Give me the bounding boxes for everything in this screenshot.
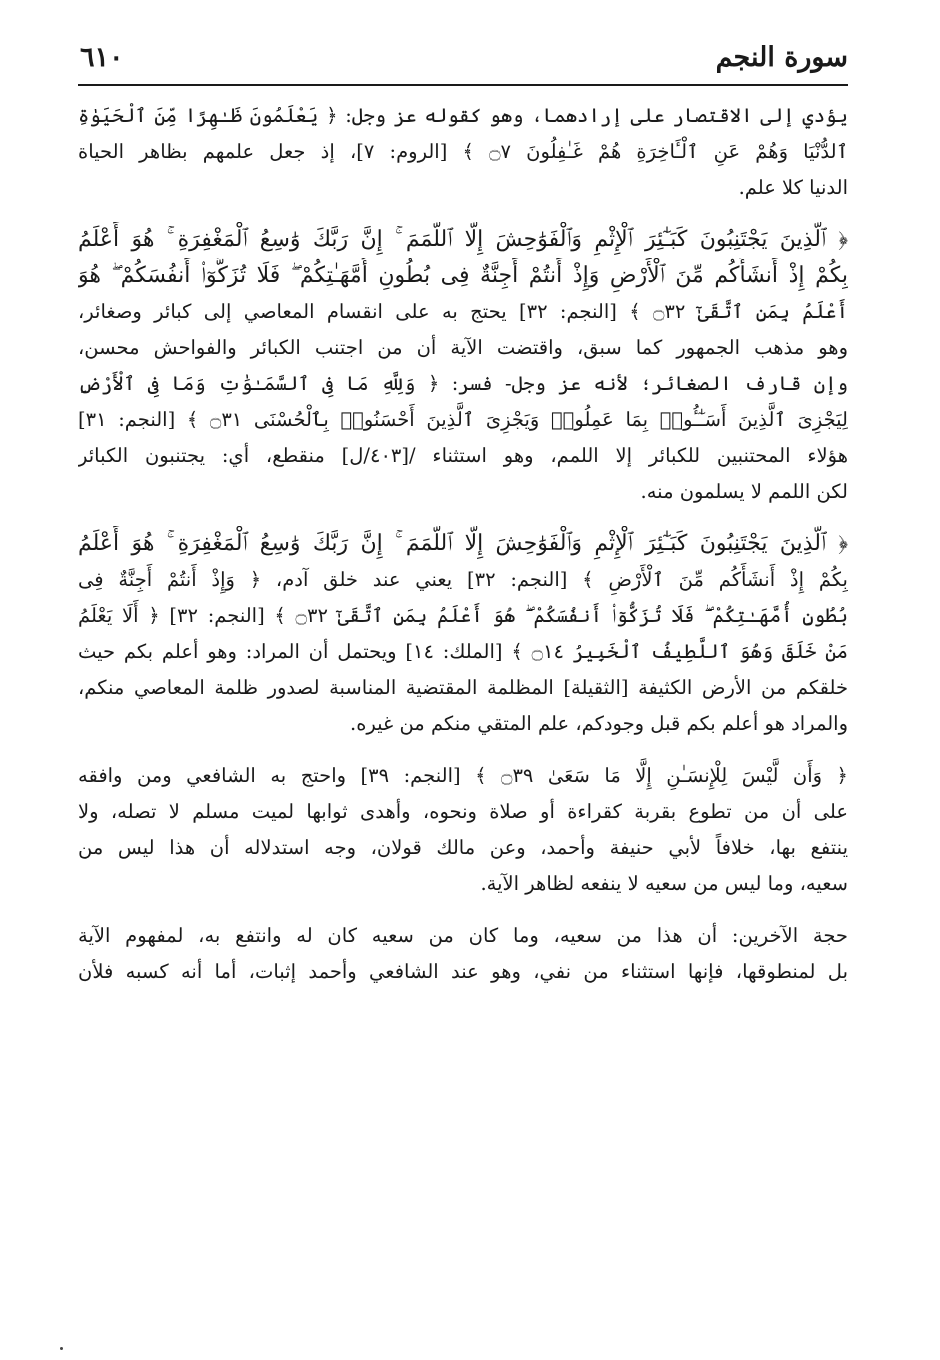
text-line: لِيَجْزِىَ ٱلَّذِينَ أَسَـٰٓـُٔوا۟ بِمَا عَمِلُوا۟ وَيَجْزِىَ ٱلَّذِينَ أَحْسَنُوا۟ بِٱلْحُسْنَى ۝٣١ ﴾ [النجم: ٣١]: [78, 408, 848, 431]
paragraph-1: [78, 98, 848, 206]
text-line: ٱلدُّنْيَا وَهُمْ عَنِ ٱلْـَٔاخِرَةِ هُمْ غَـٰفِلُونَ ۝٧ ﴾ [الروم: ٧]، إذ جعل علمهم بظاهر الحياة: [78, 140, 848, 163]
text-line: أَعْلَمُ بِمَنِ ٱتَّقَىٰٓ ۝٣٢ ﴾ [النجم: ٣٢] يحتج به على انقسام المعاصي إلى كبائر وصغائر،: [78, 300, 848, 323]
text-line: لكن اللمم لا يسلمون منه.: [640, 480, 848, 503]
text-line: ﴿ وَأَن لَّيْسَ لِلْإِنسَـٰنِ إِلَّا مَا سَعَىٰ ۝٣٩ ﴾ [النجم: ٣٩] واحتج به الشافعي ومن وافقه: [78, 764, 848, 787]
text-line: الدنيا كلا علم.: [738, 176, 848, 199]
text-line: خلقكم من الأرض الكثيفة [الثقيلة] المظلمة المقتضية المناسبة لصدور ظلمة المعاصي منكم،: [78, 676, 848, 699]
surah-title: سورة النجم: [715, 42, 848, 73]
text-line: ﴿ ٱلَّذِينَ يَجْتَنِبُونَ كَبَـٰٓئِرَ ٱلْإِثْمِ وَٱلْفَوَٰحِشَ إِلَّا ٱللَّمَمَ ۚ إِنَّ رَبَّكَ وَٰسِعُ ٱلْمَغْفِرَةِ ۚ هُوَ أَعْلَمُ: [78, 227, 848, 252]
page-header: [78, 28, 848, 86]
text-line: وإن قارف الصغائر؛ لأنه عز وجل- فسر: ﴿ وَلِلَّهِ مَا فِى ٱلسَّمَـٰوَٰتِ وَمَا فِى ٱلْأَرْضِ: [78, 372, 848, 395]
page-body: [78, 98, 848, 990]
text-line: وهو مذهب الجمهور كما سبق، واقتضت الآية أن من اجتنب الكبائر والفواحش محسن،: [78, 336, 848, 359]
text-line: بل لمنطوقها، فإنها استثناء من نفي، وهو عند الشافعي وأحمد إثبات، أما أنه كسبه فلأن: [78, 960, 848, 983]
text-line: بُطُونِ أُمَّهَـٰتِكُمْ ۖ فَلَا تُزَكُّوٓا۟ أَنفُسَكُمْ ۖ هُوَ أَعْلَمُ بِمَنِ ٱتَّقَىٰٓ ۝٣٢ ﴾ [النجم: ٣٢] ﴿ أَلَا يَعْلَمُ: [78, 604, 848, 627]
text-line: يؤدي إلى الاقتصار على إرادهما، وهو كقوله عز وجل: ﴿ يَعْلَمُونَ ظَـٰهِرًا مِّنَ ٱلْحَيَوٰةِ: [78, 104, 848, 127]
paragraph-3: [78, 526, 848, 742]
text-line: والمراد هو أعلم بكم قبل وجودكم، علم المتقي منكم من غيره.: [350, 712, 848, 735]
text-line: مَنْ خَلَقَ وَهُوَ ٱللَّطِيفُ ٱلْخَبِيرُ ۝١٤ ﴾ [الملك: ١٤] ويحتمل أن المراد: وهو أعلم بكم حيث: [78, 640, 848, 663]
text-line: بِكُمْ إِذْ أَنشَأَكُم مِّنَ ٱلْأَرْضِ وَإِذْ أَنتُمْ أَجِنَّةٌ فِى بُطُونِ أُمَّهَـٰتِكُمْ ۖ فَلَا تُزَكُّوٓا۟ أَنفُسَكُمْ ۖ هُوَ: [78, 263, 848, 288]
paragraph-2: [78, 222, 848, 510]
text-line: ﴿ ٱلَّذِينَ يَجْتَنِبُونَ كَبَـٰٓئِرَ ٱلْإِثْمِ وَٱلْفَوَٰحِشَ إِلَّا ٱللَّمَمَ ۚ إِنَّ رَبَّكَ وَٰسِعُ ٱلْمَغْفِرَةِ ۚ هُوَ أَعْلَمُ: [78, 531, 848, 556]
paragraph-5: [78, 918, 848, 990]
page-speck: [60, 1347, 63, 1350]
text-line: بِكُمْ إِذْ أَنشَأَكُم مِّنَ ٱلْأَرْضِ ﴾ [النجم: ٣٢] يعني عند خلق آدم، ﴿ وَإِذْ أَنتُمْ أَجِنَّةٌ فِى: [78, 568, 848, 591]
text-line: على أن من تطوع بقربة كقراءة أو صلاة ونحوه، وأهدى ثوابها لميت مسلم لا تصله، ولا: [78, 800, 848, 823]
text-line: حجة الآخرين: أن هذا من سعيه، وما كان من سعيه كان له وانتفع به، لمفهوم الآية: [78, 924, 848, 947]
paragraph-4: [78, 758, 848, 902]
text-line: ينتفع بها، خلافاً لأبي حنيفة وأحمد، وعن مالك قولان، وجه استدلاله أن هذا ليس من: [78, 836, 848, 859]
book-page: [78, 28, 848, 1338]
text-line: هؤلاء المحتنبين للكبائر إلا اللمم، وهو استثناء /[٤٠٣/ل] منقطع، أي: يجتنبون الكبائر: [78, 444, 848, 467]
page-number: ٦١٠: [80, 42, 124, 73]
text-line: سعيه، وما ليس من سعيه لا ينفعه لظاهر الآية.: [480, 872, 848, 895]
